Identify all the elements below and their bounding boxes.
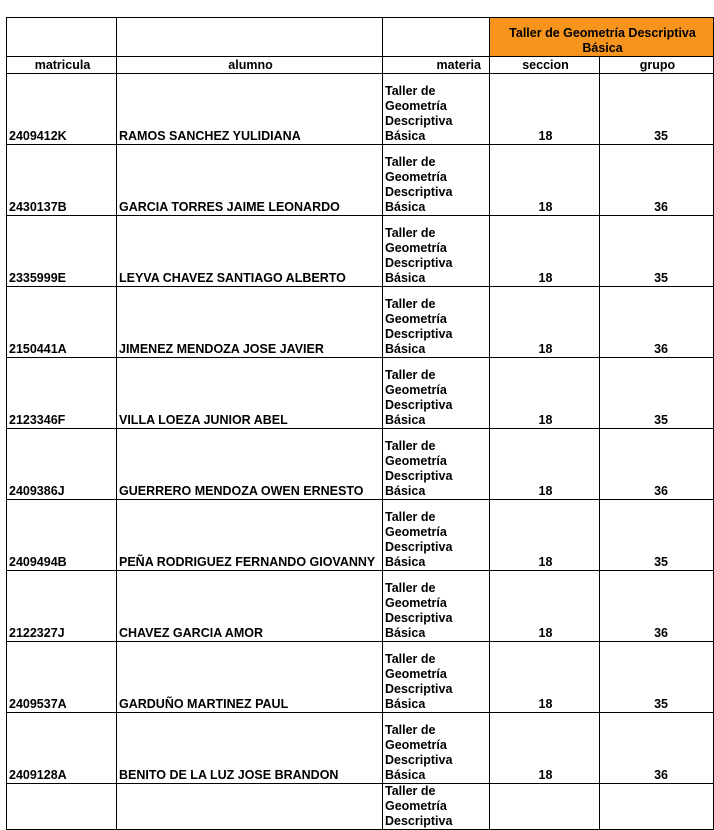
table-row bbox=[7, 784, 714, 830]
matricula-cell: 2122327J bbox=[7, 571, 117, 642]
alumno-cell: CHAVEZ GARCIA AMOR bbox=[117, 571, 383, 642]
matricula-cell: 2150441A bbox=[7, 287, 117, 358]
header-top-row bbox=[7, 18, 714, 57]
matricula-cell: 2409386J bbox=[7, 429, 117, 500]
seccion-cell: 18 bbox=[490, 74, 600, 145]
grupo-cell: 36 bbox=[600, 713, 714, 784]
matricula-cell: 2409412K bbox=[7, 74, 117, 145]
seccion-cell bbox=[490, 784, 600, 830]
table-row bbox=[7, 145, 714, 216]
alumno-cell: RAMOS SANCHEZ YULIDIANA bbox=[117, 74, 383, 145]
matricula-cell: 2409537A bbox=[7, 642, 117, 713]
grupo-cell: 35 bbox=[600, 74, 714, 145]
materia-cell: Taller de Geometría Descriptiva Básica bbox=[383, 145, 490, 216]
table-row bbox=[7, 287, 714, 358]
matricula-cell: 2409494B bbox=[7, 500, 117, 571]
materia-cell: Taller de Geometría Descriptiva Básica bbox=[383, 358, 490, 429]
grupo-cell: 36 bbox=[600, 287, 714, 358]
alumno-cell bbox=[117, 784, 383, 830]
header-spacer-cell bbox=[117, 18, 383, 57]
header-columns-row bbox=[7, 57, 714, 74]
materia-cell: Taller de Geometría Descriptiva Básica bbox=[383, 216, 490, 287]
table-row bbox=[7, 642, 714, 713]
seccion-cell: 18 bbox=[490, 500, 600, 571]
alumno-cell: BENITO DE LA LUZ JOSE BRANDON bbox=[117, 713, 383, 784]
alumno-cell: VILLA LOEZA JUNIOR ABEL bbox=[117, 358, 383, 429]
grupo-cell: 36 bbox=[600, 571, 714, 642]
grupo-cell: 36 bbox=[600, 145, 714, 216]
materia-cell: Taller de Geometría Descriptiva Básica bbox=[383, 74, 490, 145]
seccion-cell: 18 bbox=[490, 358, 600, 429]
header-spacer-cell bbox=[7, 18, 117, 57]
grupo-cell: 35 bbox=[600, 358, 714, 429]
materia-cell: Taller de Geometría Descriptiva Básica bbox=[383, 642, 490, 713]
matricula-cell: 2409128A bbox=[7, 713, 117, 784]
table-row bbox=[7, 713, 714, 784]
alumno-cell: LEYVA CHAVEZ SANTIAGO ALBERTO bbox=[117, 216, 383, 287]
course-title-header: Taller de Geometría Descriptiva Básica bbox=[490, 18, 714, 57]
materia-cell: Taller de Geometría Descriptiva Básica bbox=[383, 429, 490, 500]
table-row bbox=[7, 358, 714, 429]
materia-cell: Taller de Geometría Descriptiva Básica bbox=[383, 287, 490, 358]
column-header-seccion: seccion bbox=[490, 57, 600, 74]
grupo-cell: 35 bbox=[600, 500, 714, 571]
grupo-cell: 36 bbox=[600, 429, 714, 500]
table-row bbox=[7, 571, 714, 642]
table-row bbox=[7, 216, 714, 287]
seccion-cell: 18 bbox=[490, 571, 600, 642]
alumno-cell: GUERRERO MENDOZA OWEN ERNESTO bbox=[117, 429, 383, 500]
column-header-matricula: matricula bbox=[7, 57, 117, 74]
seccion-cell: 18 bbox=[490, 642, 600, 713]
seccion-cell: 18 bbox=[490, 145, 600, 216]
column-header-alumno: alumno bbox=[117, 57, 383, 74]
matricula-cell: 2123346F bbox=[7, 358, 117, 429]
matricula-cell: 2335999E bbox=[7, 216, 117, 287]
materia-cell: Taller de Geometría Descriptiva Básica bbox=[383, 713, 490, 784]
alumno-cell: GARDUÑO MARTINEZ PAUL bbox=[117, 642, 383, 713]
header-spacer-cell bbox=[383, 18, 490, 57]
table-row bbox=[7, 500, 714, 571]
table-body bbox=[7, 74, 714, 830]
grupo-cell: 35 bbox=[600, 216, 714, 287]
seccion-cell: 18 bbox=[490, 216, 600, 287]
materia-cell: Taller de Geometría Descriptiva Básica bbox=[383, 571, 490, 642]
materia-cell: Taller de Geometría Descriptiva Básica bbox=[383, 500, 490, 571]
materia-cell: Taller de Geometría Descriptiva bbox=[383, 784, 490, 830]
column-header-materia: materia bbox=[383, 57, 490, 74]
column-header-grupo: grupo bbox=[600, 57, 714, 74]
seccion-cell: 18 bbox=[490, 287, 600, 358]
seccion-cell: 18 bbox=[490, 713, 600, 784]
table-row bbox=[7, 74, 714, 145]
student-table bbox=[6, 17, 714, 830]
seccion-cell: 18 bbox=[490, 429, 600, 500]
matricula-cell: 2430137B bbox=[7, 145, 117, 216]
grupo-cell bbox=[600, 784, 714, 830]
matricula-cell bbox=[7, 784, 117, 830]
alumno-cell: JIMENEZ MENDOZA JOSE JAVIER bbox=[117, 287, 383, 358]
grupo-cell: 35 bbox=[600, 642, 714, 713]
alumno-cell: PEÑA RODRIGUEZ FERNANDO GIOVANNY bbox=[117, 500, 383, 571]
alumno-cell: GARCIA TORRES JAIME LEONARDO bbox=[117, 145, 383, 216]
table-row bbox=[7, 429, 714, 500]
